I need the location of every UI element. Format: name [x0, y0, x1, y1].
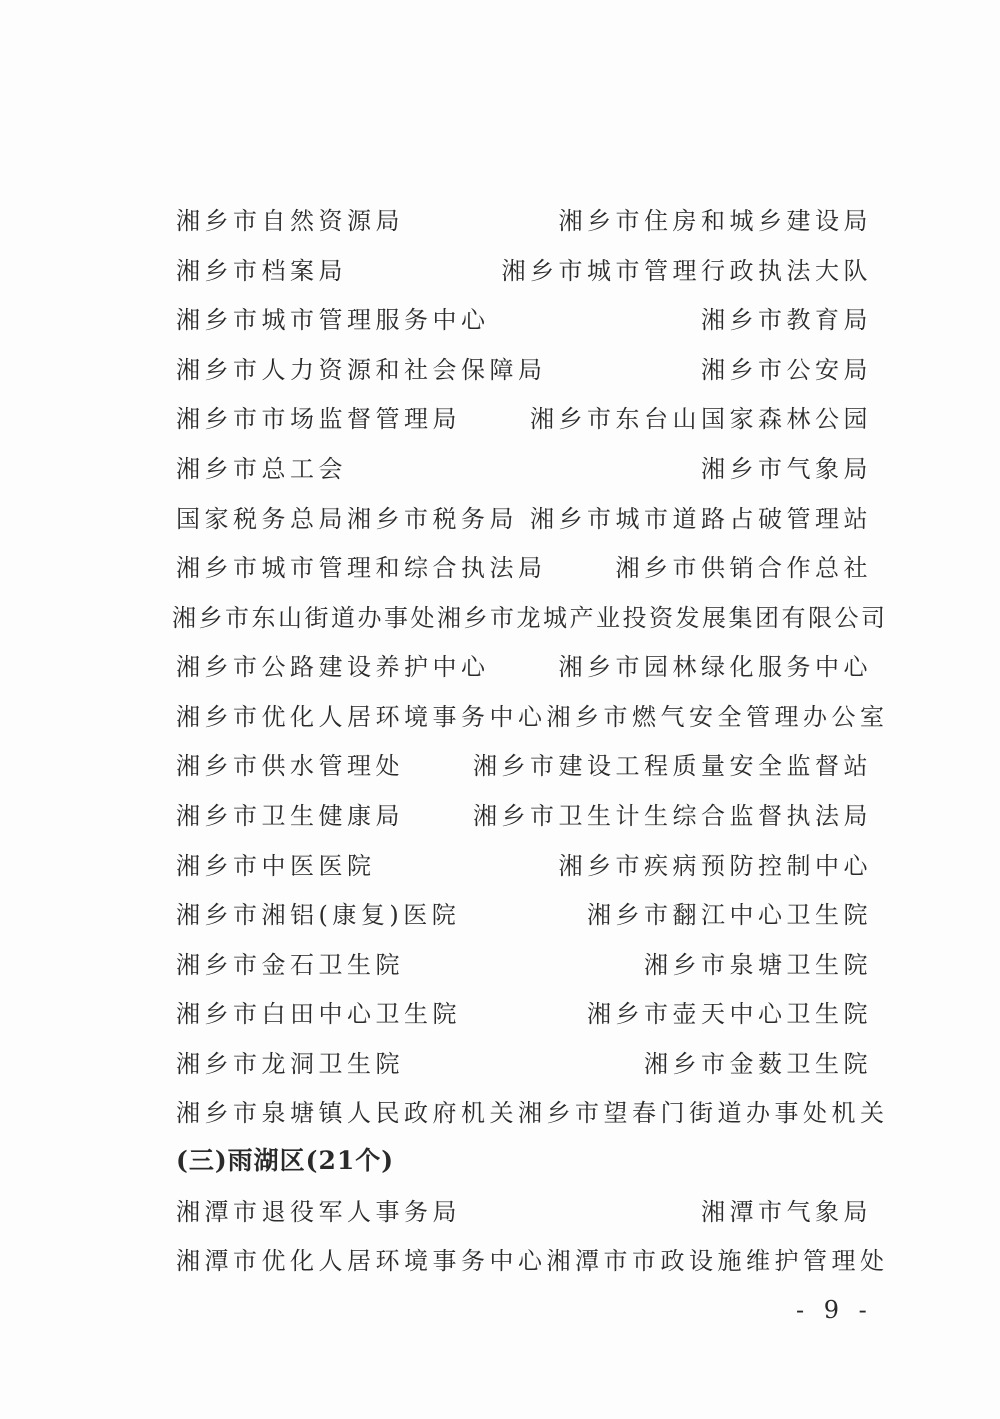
org-name-right: 湘乡市城市道路占破管理站 [530, 504, 872, 533]
org-name-left: 湘乡市泉塘镇人民政府机关 [176, 1098, 518, 1127]
list-item [176, 248, 872, 288]
org-name-right: 湘乡市翻江中心卫生院 [587, 900, 872, 929]
org-name-left: 湘乡市东山街道办事处 [172, 603, 437, 632]
org-name-left: 湘乡市湘铝(康复)医院 [176, 900, 461, 929]
list-item [176, 1090, 889, 1130]
org-name-right: 湘乡市龙城产业投资发展集团有限公司 [437, 603, 888, 632]
org-name-right: 湘乡市金薮卫生院 [644, 1049, 872, 1078]
org-name-right: 湘乡市泉塘卫生院 [644, 950, 872, 979]
org-name-left: 湘乡市中医医院 [176, 851, 376, 880]
list-item [176, 396, 872, 436]
org-name-right: 湘乡市望春门街道办事处机关 [518, 1098, 889, 1127]
list-item [176, 942, 872, 982]
org-name-left: 湘潭市优化人居环境事务中心 [176, 1246, 547, 1275]
org-name-left: 湘乡市城市管理和综合执法局 [176, 553, 547, 582]
org-name-right: 湘乡市壶天中心卫生院 [587, 999, 872, 1028]
list-item [172, 595, 888, 635]
section-heading: (三)雨湖区(21个) [176, 1146, 395, 1175]
org-name-right: 湘乡市疾病预防控制中心 [558, 851, 872, 880]
page-number: - 9 - [796, 1296, 873, 1324]
list-item [176, 545, 872, 585]
org-name-right: 湘乡市燃气安全管理办公室 [546, 702, 889, 731]
org-name-right: 湘乡市住房和城乡建设局 [558, 206, 872, 235]
list-item [176, 297, 872, 337]
org-name-right: 湘乡市气象局 [701, 454, 872, 483]
list-item [176, 1189, 872, 1229]
org-name-left: 湘乡市自然资源局 [176, 206, 404, 235]
org-name-right: 湘乡市公安局 [701, 355, 872, 384]
org-name-right: 湘潭市气象局 [701, 1197, 872, 1226]
org-name-right: 湘乡市城市管理行政执法大队 [501, 256, 872, 285]
org-name-left: 湘乡市总工会 [176, 454, 347, 483]
list-item [176, 1041, 872, 1081]
list-item [176, 347, 872, 387]
org-name-right: 湘乡市东台山国家森林公园 [530, 404, 872, 433]
org-name-left: 湘乡市优化人居环境事务中心 [176, 702, 547, 731]
list-item [176, 892, 872, 932]
org-name-right: 湘乡市教育局 [701, 305, 872, 334]
org-name-left: 湘乡市市场监督管理局 [176, 404, 461, 433]
list-item [176, 843, 872, 883]
org-name-left: 湘乡市金石卫生院 [176, 950, 404, 979]
list-item [176, 1238, 889, 1278]
org-name-left: 湘乡市人力资源和社会保障局 [176, 355, 547, 384]
org-name-right: 湘乡市卫生计生综合监督执法局 [473, 801, 872, 830]
org-name-left: 湘乡市卫生健康局 [176, 801, 404, 830]
list-item [176, 991, 872, 1031]
org-name-left: 湘乡市公路建设养护中心 [176, 652, 490, 681]
org-name-right: 湘乡市建设工程质量安全监督站 [473, 751, 872, 780]
org-name-left: 湘潭市退役军人事务局 [176, 1197, 461, 1226]
org-name-left: 湘乡市龙洞卫生院 [176, 1049, 404, 1078]
org-name-right: 湘乡市园林绿化服务中心 [558, 652, 872, 681]
list-item [176, 743, 872, 783]
org-name-left: 湘乡市城市管理服务中心 [176, 305, 490, 334]
org-name-left: 湘乡市档案局 [176, 256, 347, 285]
org-name-right: 湘乡市供销合作总社 [615, 553, 872, 582]
list-item [176, 694, 889, 734]
org-name-left: 湘乡市白田中心卫生院 [176, 999, 461, 1028]
org-name-left: 湘乡市供水管理处 [176, 751, 404, 780]
org-name-right: 湘潭市市政设施维护管理处 [546, 1246, 889, 1275]
list-item [176, 198, 872, 238]
list-item [176, 644, 872, 684]
list-item [176, 446, 872, 486]
list-item [176, 496, 872, 536]
list-item [176, 793, 872, 833]
org-name-left: 国家税务总局湘乡市税务局 [176, 504, 518, 533]
